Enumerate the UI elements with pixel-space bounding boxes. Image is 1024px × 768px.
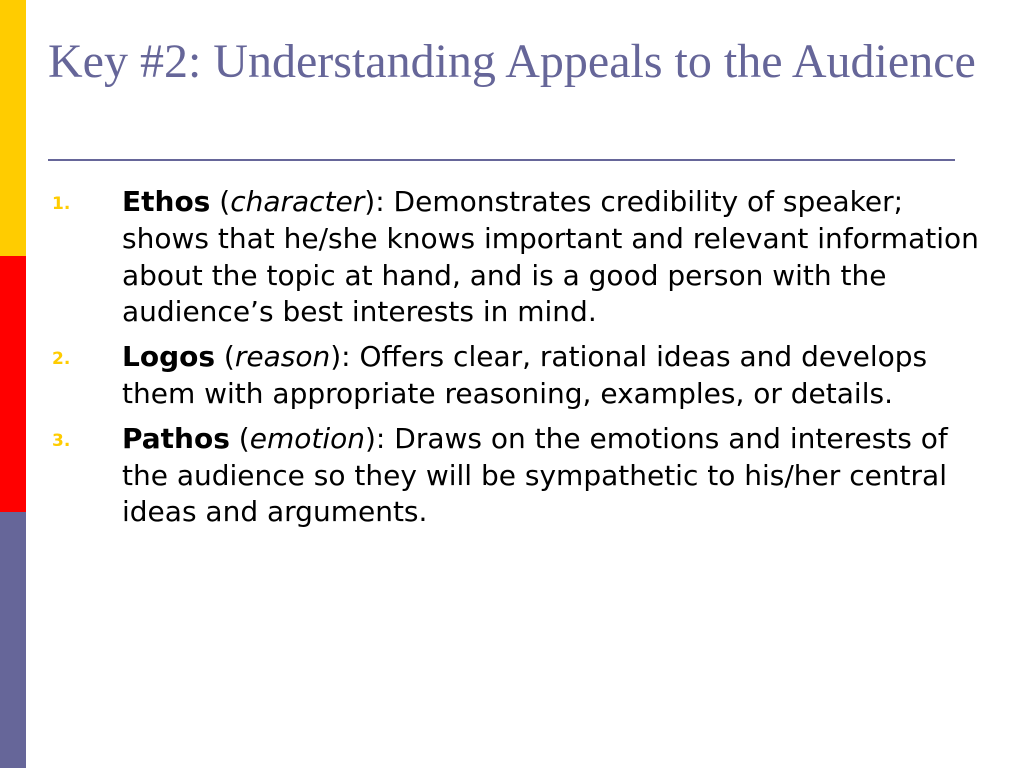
- list-number: 3.: [52, 430, 71, 451]
- list-item-pathos: [52, 421, 992, 531]
- slide-title: Key #2: Understanding Appeals to the Audience: [48, 35, 976, 88]
- list-number: 2.: [52, 349, 71, 370]
- appeal-description: ): Offers clear, rational ideas and develops them with appropriate reasoning, examples, or details.: [122, 340, 928, 410]
- list-item-ethos: [52, 184, 992, 331]
- appeals-list: [52, 184, 992, 539]
- list-number: 1.: [52, 194, 71, 214]
- open-paren: (: [210, 185, 231, 218]
- appeal-description: ): Demonstrates credibility of speaker; shows that he/she knows important and relevant information about the topic at hand, and is a good person with the audience’s best interests in mind.: [122, 185, 979, 329]
- side-bar-red: [0, 256, 26, 512]
- appeal-gloss: emotion: [249, 421, 365, 455]
- side-bar-yellow: [0, 0, 26, 256]
- open-paren: (: [215, 340, 235, 374]
- list-item-logos: [52, 339, 992, 413]
- appeal-term: Pathos: [122, 421, 230, 455]
- appeal-term: Logos: [122, 340, 216, 374]
- appeal-term: Ethos: [122, 185, 211, 218]
- appeal-gloss: character: [230, 185, 365, 218]
- appeal-gloss: reason: [234, 340, 331, 374]
- appeal-description: ): Draws on the emotions and interests of the audience so they will be sympathetic to his/her central ideas and arguments.: [122, 421, 948, 529]
- title-underline: [48, 159, 955, 161]
- open-paren: (: [229, 421, 250, 455]
- side-bar-blue: [0, 512, 26, 768]
